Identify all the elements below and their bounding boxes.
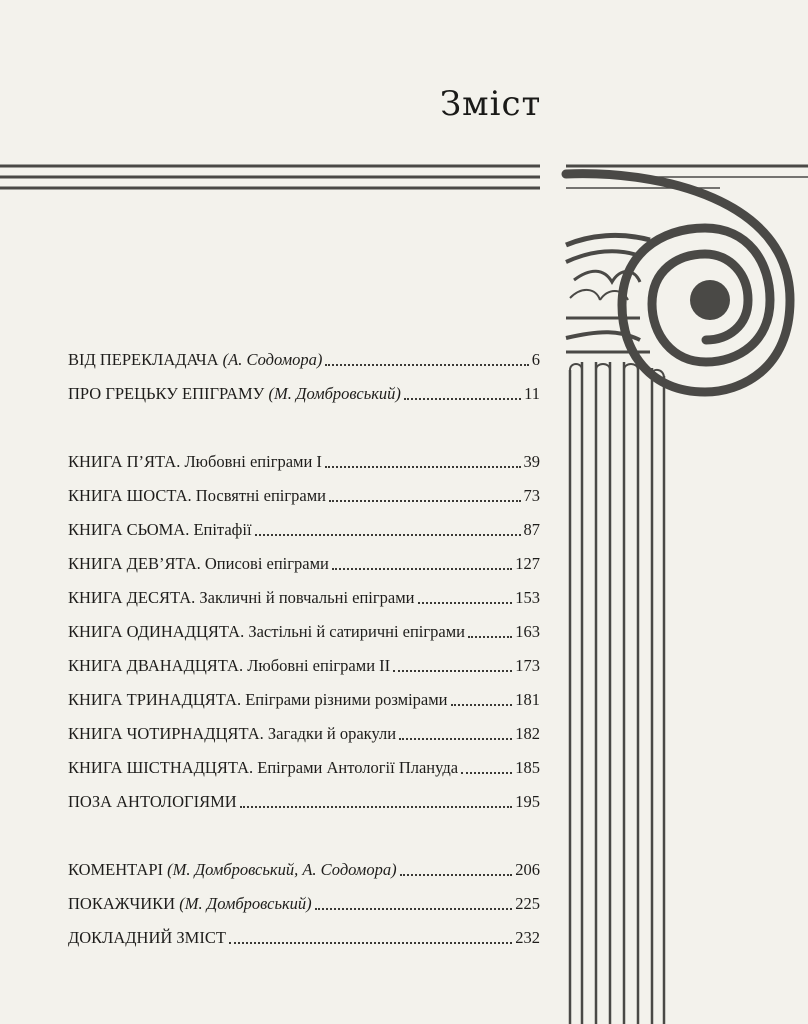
toc-entry-author: (М. Домбровський, А. Содомора) (167, 860, 397, 879)
leader-dots (255, 533, 521, 536)
leader-dots (393, 669, 512, 672)
toc-entry-title: ПОКАЖЧИКИ (68, 894, 180, 913)
toc-page-number: 206 (515, 860, 540, 879)
toc-entry[interactable] (68, 652, 540, 676)
toc-entry-title: КНИГА ШОСТА. Посвятні епіграми (68, 486, 326, 505)
toc-entry-title: ВІД ПЕРЕКЛАДАЧА (68, 350, 223, 369)
toc-entry[interactable] (68, 924, 540, 948)
toc-entry[interactable] (68, 346, 540, 370)
leader-dots (325, 465, 521, 468)
leader-dots (240, 805, 513, 808)
leader-dots (399, 737, 512, 740)
toc-entry-title: КНИГА ШІСТНАДЦЯТА. Епіграми Антології Плануда (68, 758, 459, 777)
toc-page-number: 87 (523, 520, 540, 539)
leader-dots (315, 907, 513, 910)
toc-entry-author: (М. Домбровський) (179, 894, 312, 913)
toc-entry-title: КОМЕНТАРІ (68, 860, 168, 879)
leader-dots (404, 397, 521, 400)
leader-dots (325, 363, 528, 366)
toc-entry-title: КНИГА ДЕСЯТА. Закличні й повчальні епіграми (68, 588, 415, 607)
toc-entry[interactable] (68, 516, 540, 540)
leader-dots (229, 941, 512, 944)
toc-page-number: 232 (515, 928, 540, 947)
leader-dots (451, 703, 513, 706)
toc-entry-title: КНИГА ДВАНАДЦЯТА. Любовні епіграми ІІ (68, 656, 391, 675)
toc-page-number: 173 (515, 656, 540, 675)
toc-entry[interactable] (68, 720, 540, 744)
leader-dots (332, 567, 512, 570)
toc-page-number: 182 (515, 724, 540, 743)
toc-page-number: 225 (515, 894, 540, 913)
toc-page-number: 39 (523, 452, 540, 471)
leader-dots (400, 873, 513, 876)
toc-entry[interactable] (68, 380, 540, 404)
toc-page-number: 195 (515, 792, 540, 811)
toc-page-number: 181 (515, 690, 540, 709)
toc-page-number: 153 (515, 588, 540, 607)
toc-entry-title: ДОКЛАДНИЙ ЗМІСТ (68, 928, 226, 947)
toc-page-number: 73 (523, 486, 540, 505)
toc-page-number: 127 (515, 554, 540, 573)
toc-entry[interactable] (68, 482, 540, 506)
toc-page-number: 185 (515, 758, 540, 777)
toc-entry[interactable] (68, 618, 540, 642)
toc-entry-title: ПОЗА АНТОЛОГІЯМИ (68, 792, 237, 811)
leader-dots (461, 771, 512, 774)
toc-entry-title: КНИГА П’ЯТА. Любовні епіграми І (68, 452, 322, 471)
toc-entry-title: КНИГА ОДИНАДЦЯТА. Застільні й сатиричні епіграми (68, 622, 466, 641)
toc-entry[interactable] (68, 686, 540, 710)
toc-page-number: 163 (515, 622, 540, 641)
leader-dots (329, 499, 521, 502)
toc-page-number: 11 (524, 384, 540, 403)
toc-entry[interactable] (68, 448, 540, 472)
toc-entry-author: (М. Домбровський) (268, 384, 401, 403)
toc-entry-title: КНИГА ЧОТИРНАДЦЯТА. Загадки й оракули (68, 724, 397, 743)
leader-dots (418, 601, 513, 604)
page-title: Зміст (440, 84, 542, 124)
toc-entry-title: КНИГА СЬОМА. Епітафії (68, 520, 252, 539)
toc-entry[interactable] (68, 890, 540, 914)
toc-entry[interactable] (68, 788, 540, 812)
toc-entry-title: КНИГА ТРИНАДЦЯТА. Епіграми різними розмірами (68, 690, 448, 709)
toc-entry[interactable] (68, 754, 540, 778)
toc-page-number: 6 (531, 350, 540, 369)
toc-entry-title: КНИГА ДЕВ’ЯТА. Описові епіграми (68, 554, 329, 573)
toc-entry-author: (А. Содомора) (222, 350, 323, 369)
toc-entry[interactable] (68, 584, 540, 608)
leader-dots (468, 635, 512, 638)
toc-entry[interactable] (68, 856, 540, 880)
toc-entry[interactable] (68, 550, 540, 574)
toc-entry-title: ПРО ГРЕЦЬКУ ЕПІГРАМУ (68, 384, 269, 403)
